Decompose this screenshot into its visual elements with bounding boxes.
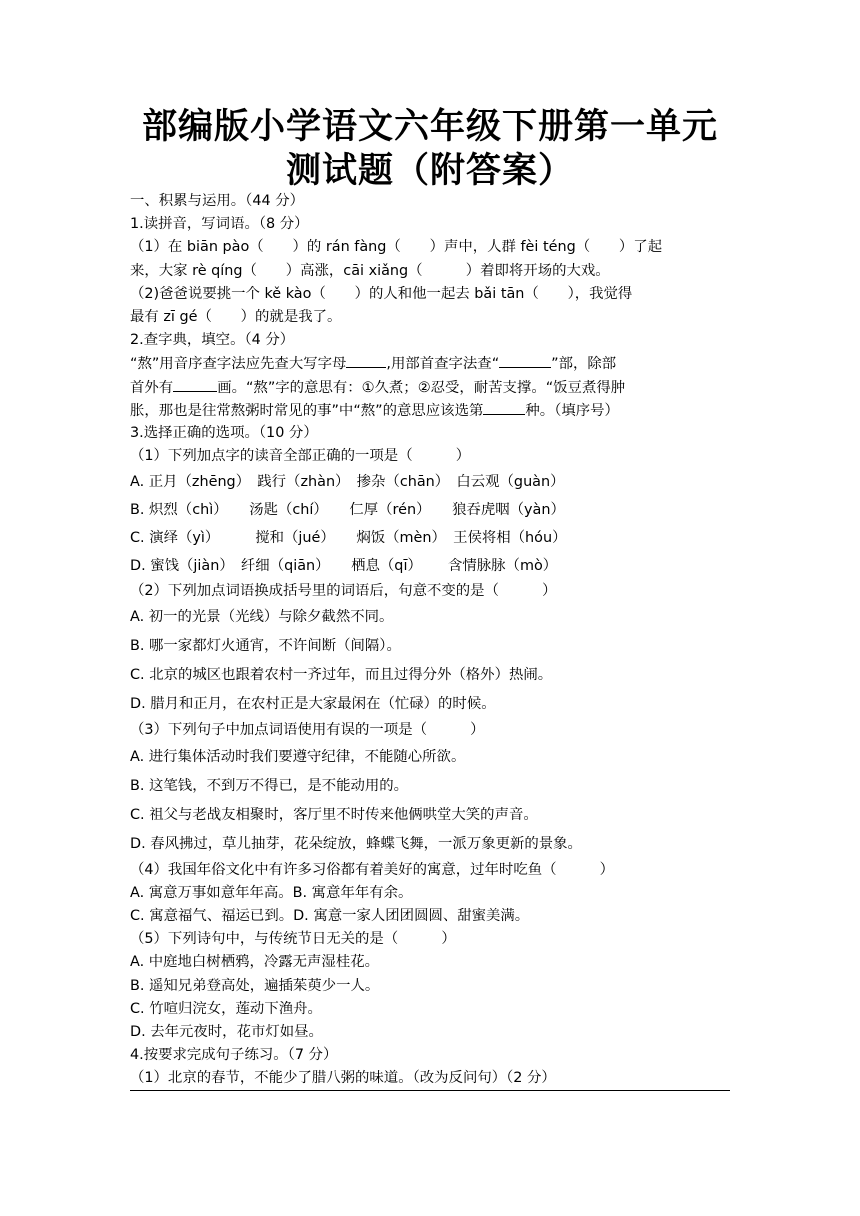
question-1-heading: 1.读拼音，写词语。（8 分） (130, 216, 309, 233)
question-3-5-option-b: B. 遥知兄弟登高处，遍插茱萸少一人。 (130, 977, 380, 994)
question-2-text: “熬”用音序查字法应先查大写字母 (130, 356, 347, 373)
question-2-text: ”部，除部 (551, 356, 617, 373)
question-3-3-option-b: B. 这笔钱，不到万不得已，是不能动用的。 (130, 777, 409, 794)
question-1-part-1-line-2: 来，大家 rè qíng（ ）高涨，cāi xiǎng（ ）着即将开场的大戏。 (130, 262, 610, 279)
question-3-3-stem: （3）下列句子中加点词语使用有误的一项是（ ） (130, 722, 485, 739)
question-3-3-option-c: C. 祖父与老战友相聚时，客厅里不时传来他俩哄堂大笑的声音。 (130, 806, 538, 823)
question-2-line-2 (130, 376, 730, 399)
question-2-text: 画。“熬”字的意思有：①久煮；②忍受，耐苦支撑。“饭豆煮得肿 (217, 379, 626, 396)
question-3-2-stem: （2）下列加点词语换成括号里的词语后，句意不变的是（ ） (130, 583, 557, 600)
question-2-text: ,用部首查字法查“ (386, 356, 500, 373)
page-title-line-1: 部编版小学语文六年级下册第一单元 (141, 107, 718, 147)
fill-blank[interactable] (499, 352, 551, 368)
question-3-1-stem: （1）下列加点字的读音全部正确的一项是（ ） (130, 448, 471, 465)
question-3-4-options-ab: A. 寓意万事如意年年高。B. 寓意年年有余。 (130, 884, 413, 901)
question-2-text: 首外有 (130, 379, 174, 396)
question-3-4-stem: （4）我国年俗文化中有许多习俗都有着美好的寓意，过年时吃鱼（ ） (130, 861, 615, 878)
question-3-5-option-c: C. 竹喧归浣女，莲动下渔舟。 (130, 1000, 322, 1017)
question-3-1-option-d: D. 蜜饯（jiàn） 纤细（qiān） 栖息（qī） 含情脉脉（mò） (130, 558, 558, 575)
question-3-3-option-a: A. 进行集体活动时我们要遵守纪律，不能随心所欲。 (130, 748, 466, 765)
question-2-text: 种。（填序号） (525, 402, 619, 419)
question-4-heading: 4.按要求完成句子练习。（7 分） (130, 1047, 338, 1064)
exam-body (130, 190, 730, 1091)
fill-blank[interactable] (173, 376, 217, 392)
question-3-2-option-c: C. 北京的城区也跟着农村一齐过年，而且过得分外（格外）热闹。 (130, 667, 553, 684)
question-3-5-option-a: A. 中庭地白树栖鸦，冷露无声湿桂花。 (130, 954, 379, 971)
question-3-2-option-d: D. 腊月和正月，在农村正是大家最闲在（忙碌）的时候。 (130, 696, 496, 713)
section-heading: 一、积累与运用。（44 分） (130, 193, 304, 209)
page-title-line-2: 测试题（附答案） (285, 151, 574, 191)
question-3-1-option-b: B. 炽烈（chì） 汤匙（chí） 仁厚（rén） 狼吞虎咽（yàn） (130, 502, 565, 519)
question-3-1-option-c: C. 演绎（yì） 搅和（jué） 焖饭（mèn） 王侯将相（hóu） (130, 530, 567, 547)
question-2-heading: 2.查字典，填空。（4 分） (130, 332, 295, 349)
answer-line[interactable] (130, 1090, 730, 1091)
question-3-4-options-cd: C. 寓意福气、福运已到。D. 寓意一家人团团圆圆、甜蜜美满。 (130, 908, 530, 924)
question-1-part-2-line-1: （2)爸爸说要挑一个 kě kào（ ）的人和他一起去 bǎi tān（ ），我觉得 (130, 285, 633, 302)
question-1-part-1-line-1: （1）在 biān pào（ ）的 rán fàng（ ）声中，人群 fèi téng（ ）了起 (130, 239, 663, 256)
question-4-1-stem: （1）北京的春节，不能少了腊八粥的味道。（改为反问句）（2 分） (130, 1070, 556, 1087)
question-3-2-option-b: B. 哪一家都灯火通宵，不许间断（间隔）。 (130, 638, 401, 655)
question-1-part-2-line-2: 最有 zī gé（ ）的就是我了。 (130, 308, 342, 325)
question-3-5-option-d: D. 去年元夜时，花市灯如昼。 (130, 1023, 323, 1040)
fill-blank[interactable] (346, 352, 386, 368)
question-3-1-option-a: A. 正月（zhēng） 践行（zhàn） 掺杂（chān） 白云观（guàn） (130, 474, 565, 491)
question-2-line-1 (130, 352, 730, 375)
question-2-text: 胀，那也是往常熬粥时常见的事”中“熬”的意思应该选第 (130, 402, 484, 419)
question-3-3-option-d: D. 春风拂过，草儿抽芽，花朵绽放，蜂蝶飞舞，一派万象更新的景象。 (130, 835, 582, 852)
question-2-line-3 (130, 399, 730, 422)
fill-blank[interactable] (483, 399, 525, 415)
question-3-2-option-a: A. 初一的光景（光线）与除夕截然不同。 (130, 609, 394, 626)
question-3-heading: 3.选择正确的选项。（10 分） (130, 424, 318, 441)
question-3-5-stem: （5）下列诗句中，与传统节日无关的是（ ） (130, 931, 456, 948)
